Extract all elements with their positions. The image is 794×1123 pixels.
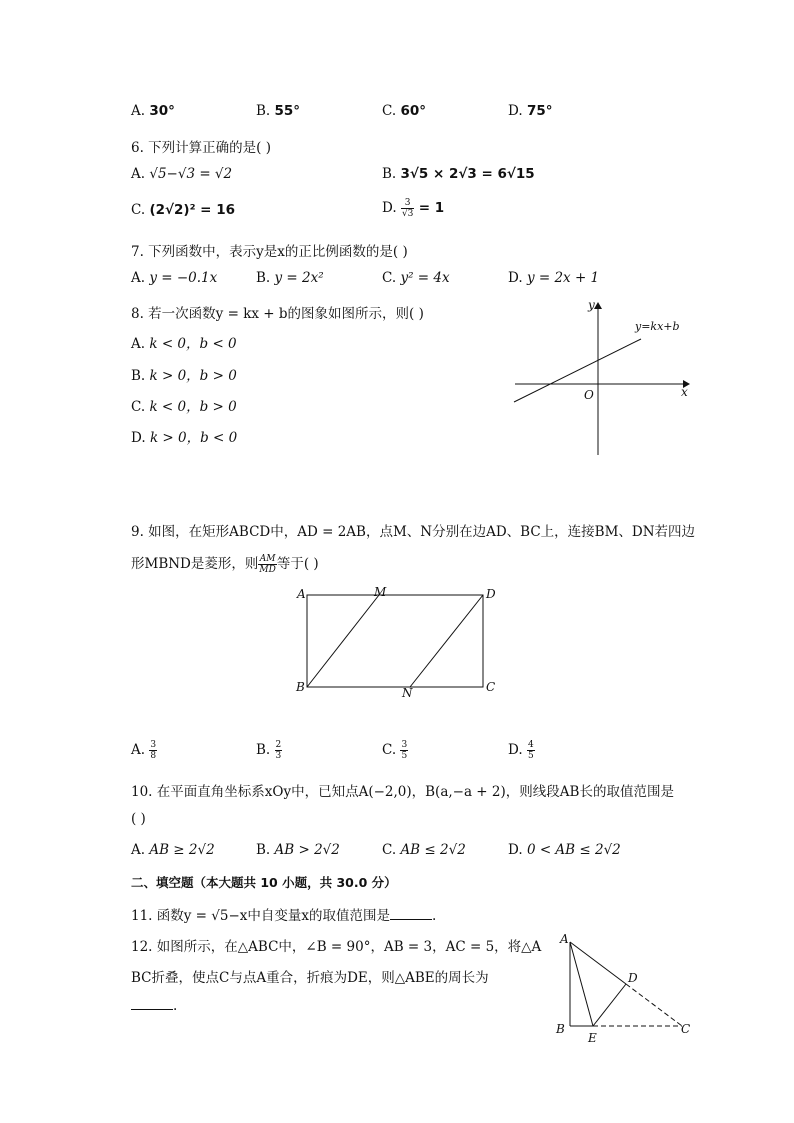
q5-option-c: C. 60° [382, 103, 426, 119]
segment-bm [307, 595, 379, 687]
point-b-label: B [556, 1022, 565, 1036]
q12-stem-line1: 12. 如图所示，在△ABC中，∠B = 90°，AB = 3，AC = 5，将△A [131, 939, 542, 955]
q8-graph [505, 295, 705, 460]
q10-stem-line2: ( ) [131, 811, 146, 827]
q7-option-a: A. y = −0.1x [131, 270, 218, 286]
segment-dn [410, 595, 483, 687]
segment-de [593, 984, 626, 1026]
q6-d-fraction: $\frac{3}{√3}$ [401, 198, 414, 219]
point-n-label: N [402, 686, 413, 700]
q9-option-a: A. $\frac{3}{8}$ [131, 740, 157, 761]
point-c-label: C [486, 680, 496, 694]
segment-dc-dashed [626, 984, 682, 1026]
segment-ad [570, 942, 626, 984]
q7-option-c: C. y² = 4x [382, 270, 450, 286]
point-d-label: D [486, 587, 496, 601]
q11-stem: 11. 函数y = √5−x中自变量x的取值范围是 . [131, 908, 437, 924]
origin-label: O [584, 388, 594, 402]
q8-option-c: C. k < 0，b > 0 [131, 399, 237, 415]
point-a-label: A [560, 932, 569, 946]
q9-option-b: B. $\frac{2}{3}$ [256, 740, 282, 761]
q12-answer-blank[interactable] [131, 1009, 173, 1010]
q10-option-a: A. AB ≥ 2√2 [131, 842, 215, 858]
q9-stem-line1: 9. 如图，在矩形ABCD中，AD = 2AB，点M、N分别在边AD、BC上，连接BM、DN若四边 [131, 524, 696, 540]
q9-stem-line2: 形MBND是菱形，则 $\frac{AM}{MD}$ 等于( ) [131, 554, 319, 575]
q6-stem: 6. 下列计算正确的是( ) [131, 140, 271, 156]
q10-option-d: D. 0 < AB ≤ 2√2 [508, 842, 621, 858]
y-axis-label: y [588, 298, 595, 312]
q9-option-d: D. $\frac{4}{5}$ [508, 740, 534, 761]
point-b-label: B [296, 680, 305, 694]
function-line [514, 339, 641, 402]
line-label: y=kx+b [635, 320, 680, 333]
q10-stem-line1: 10. 在平面直角坐标系xOy中，已知点A(−2,0)，B(a,−a + 2)，则线段AB长的取值范围是 [131, 784, 674, 800]
x-axis-label: x [681, 385, 688, 399]
q6-option-a: A. √5−√3 = √2 [131, 166, 233, 182]
q5-option-a: A. 30° [131, 103, 175, 119]
q12-stem-line3: . [131, 998, 177, 1014]
q10-option-b: B. AB > 2√2 [256, 842, 340, 858]
y-axis-arrow-icon [594, 302, 602, 309]
segment-ae [570, 942, 593, 1026]
q7-option-b: B. y = 2x² [256, 270, 324, 286]
q6-option-b: B. 3√5 × 2√3 = 6√15 [382, 166, 535, 182]
point-d-label: D [628, 971, 638, 985]
q5-option-d: D. 75° [508, 103, 553, 119]
point-e-label: E [588, 1031, 597, 1045]
q5-option-b: B. 55° [256, 103, 301, 119]
q11-answer-blank[interactable] [390, 919, 432, 920]
point-a-label: A [297, 587, 306, 601]
point-c-label: C [681, 1022, 691, 1036]
q10-option-c: C. AB ≤ 2√2 [382, 842, 466, 858]
q8-option-b: B. k > 0，b > 0 [131, 368, 237, 384]
q12-stem-line2: BC折叠，使点C与点A重合，折痕为DE，则△ABE的周长为 [131, 970, 489, 986]
q6-option-c: C. (2√2)² = 16 [131, 202, 235, 218]
q7-stem: 7. 下列函数中，表示y是x的正比例函数的是( ) [131, 244, 408, 260]
q8-stem: 8. 若一次函数y = kx + b的图象如图所示，则( ) [131, 306, 424, 322]
q8-option-d: D. k > 0，b < 0 [131, 430, 238, 446]
q7-option-d: D. y = 2x + 1 [508, 270, 600, 286]
q6-option-d: D. $\frac{3}{√3}$ = 1 [382, 198, 445, 219]
q9-ratio-fraction: $\frac{AM}{MD}$ [259, 554, 276, 575]
q12-figure [550, 928, 700, 1046]
q8-option-a: A. k < 0，b < 0 [131, 336, 237, 352]
q9-figure [290, 580, 510, 700]
section-2-heading: 二、填空题（本大题共 10 小题，共 30.0 分） [131, 875, 397, 890]
point-m-label: M [374, 585, 387, 599]
rectangle-abcd [307, 595, 483, 687]
q9-option-c: C. $\frac{3}{5}$ [382, 740, 408, 761]
